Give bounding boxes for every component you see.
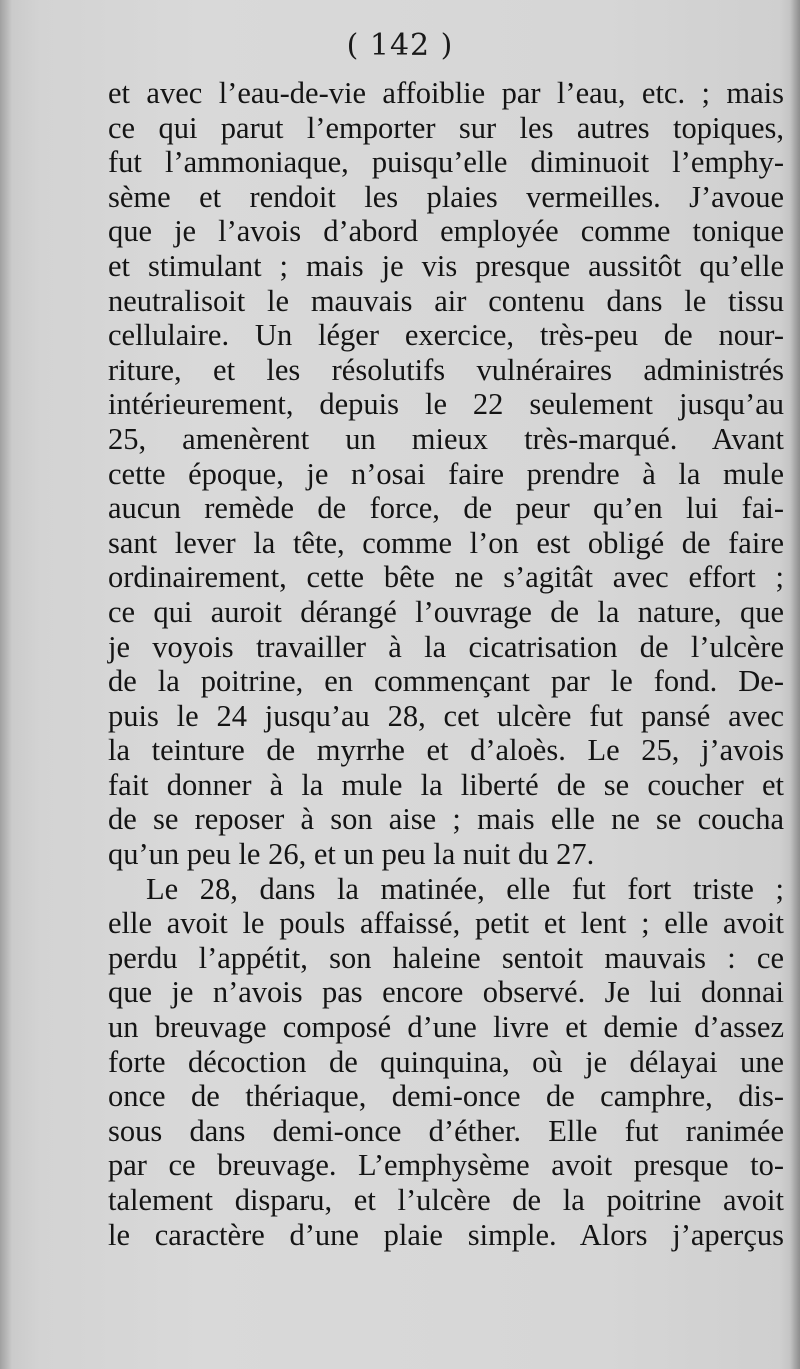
text-line: aucun remède de force, de peur qu’en lui fai-	[108, 491, 784, 526]
text-line: elle avoit le pouls affaissé, petit et lent ; elle avoit	[108, 906, 784, 941]
text-line: et stimulant ; mais je vis presque aussitôt qu’elle	[108, 248, 784, 283]
page-left-shadow	[0, 0, 12, 1369]
text-line: riture, et les résolutifs vulnéraires administrés	[108, 352, 784, 387]
text-line: par ce breuvage. L’emphysème avoit presque to-	[108, 1148, 784, 1183]
text-line: talement disparu, et l’ulcère de la poitrine avoit	[108, 1183, 784, 1217]
text-line: sème et rendoit les plaies vermeilles. J’avoue	[108, 179, 784, 214]
text-line: ce qui auroit dérangé l’ouvrage de la nature, que	[108, 594, 784, 629]
text-line: fut l’ammoniaque, puisqu’elle diminuoit l’emphy-	[108, 145, 784, 180]
text-line: forte décoction de quinquina, où je délayai une	[108, 1044, 784, 1079]
text-line: cette époque, je n’osai faire prendre à la mule	[108, 456, 784, 491]
text-line: ordinairement, cette bête ne s’agitât avec effort ;	[108, 560, 784, 595]
text-line: cellulaire. Un léger exercice, très-peu de nour-	[108, 318, 784, 353]
text-line: 25, amenèrent un mieux très-marqué. Avant	[108, 421, 784, 456]
text-line: et avec l’eau-de-vie affoiblie par l’eau, etc. ; mais	[108, 76, 784, 110]
text-line: perdu l’appétit, son haleine sentoit mauvais : ce	[108, 940, 784, 975]
text-line: que je l’avois d’abord employée comme tonique	[108, 214, 784, 249]
text-line: de la poitrine, en commençant par le fond. De-	[108, 664, 784, 699]
text-line: la teinture de myrrhe et d’aloès. Le 25, j’avois	[108, 733, 784, 768]
text-line: once de thériaque, demi-once de camphre, dis-	[108, 1079, 784, 1114]
page-number: ( 142 )	[346, 28, 454, 63]
text-line: ce qui parut l’emporter sur les autres topiques,	[108, 110, 784, 145]
text-line: puis le 24 jusqu’au 28, cet ulcère fut pansé avec	[108, 698, 784, 733]
page-right-shadow	[790, 0, 800, 1369]
text-line: le caractère d’une plaie simple. Alors j’aperçus	[108, 1217, 784, 1252]
text-line: un breuvage composé d’une livre et demie d’assez	[108, 1010, 784, 1045]
paragraph-start-line: Le 28, dans la matinée, elle fut fort triste ;	[146, 871, 784, 906]
text-line: je voyois travailler à la cicatrisation de l’ulcère	[108, 629, 784, 664]
text-line: sous dans demi-once d’éther. Elle fut ranimée	[108, 1113, 784, 1148]
text-line: intérieurement, depuis le 22 seulement jusqu’au	[108, 387, 784, 422]
text-line: neutralisoit le mauvais air contenu dans le tissu	[108, 283, 784, 318]
body-text	[108, 76, 784, 1252]
text-line: fait donner à la mule la liberté de se coucher et	[108, 767, 784, 802]
text-line: sant lever la tête, comme l’on est obligé de faire	[108, 525, 784, 560]
text-line: que je n’avois pas encore observé. Je lui donnai	[108, 975, 784, 1010]
text-line: de se reposer à son aise ; mais elle ne se coucha	[108, 802, 784, 837]
paragraph-end-line: qu’un peu le 26, et un peu la nuit du 27.	[108, 837, 595, 872]
